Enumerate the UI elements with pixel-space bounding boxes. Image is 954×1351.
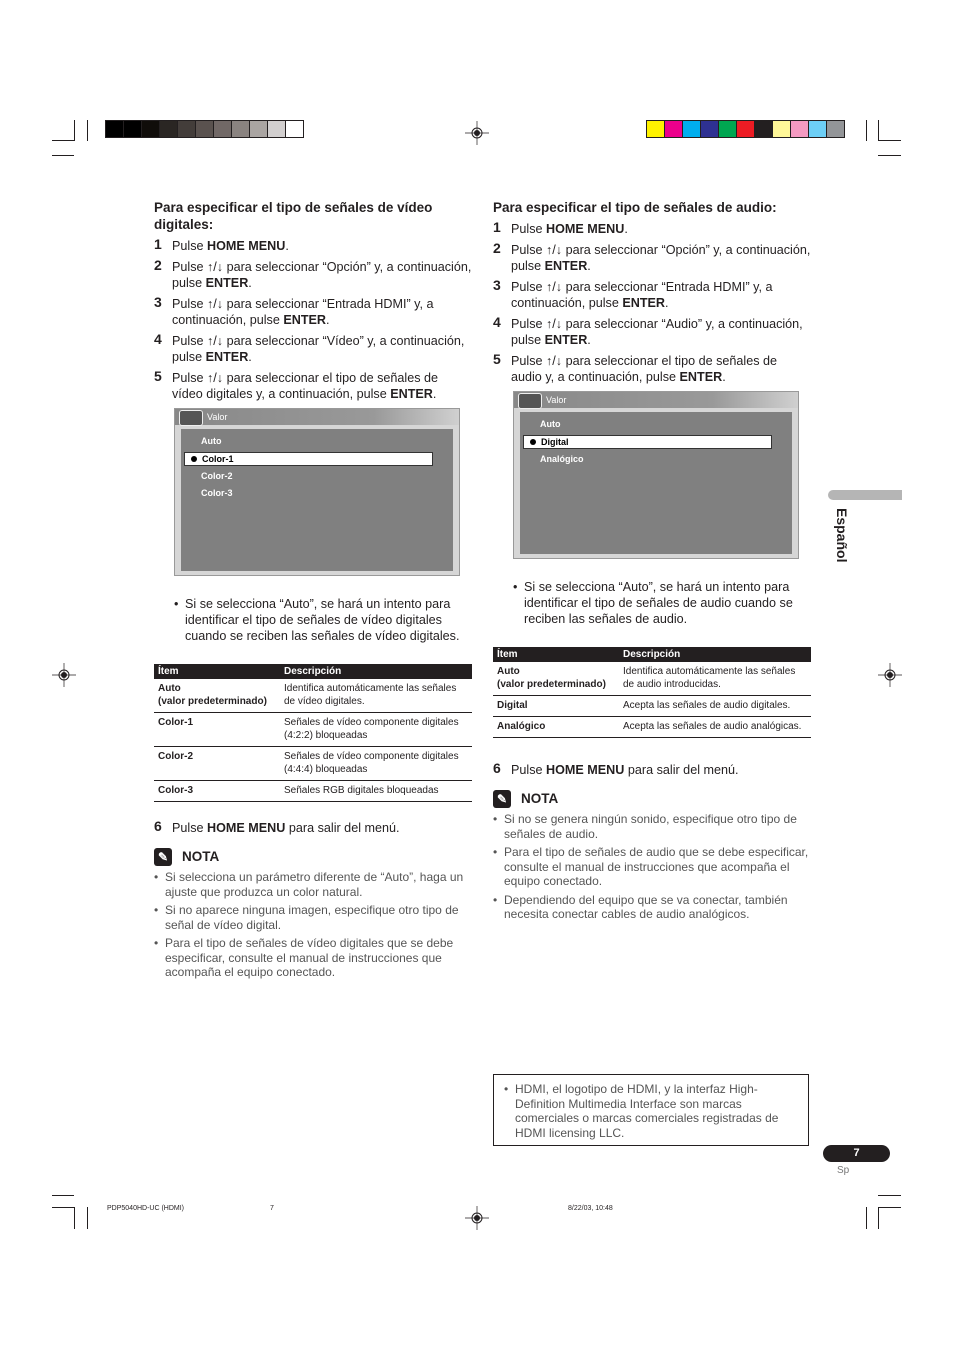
menu-body bbox=[181, 429, 453, 571]
crop-mark bbox=[878, 1207, 879, 1229]
color-swatch bbox=[178, 121, 196, 137]
color-swatch bbox=[827, 121, 844, 137]
column-header: Ítem bbox=[154, 664, 280, 679]
description-cell: Señales de vídeo componente digitales (4:2:2) bloqueadas bbox=[280, 713, 472, 747]
crop-mark bbox=[87, 120, 88, 141]
step-number: 6 bbox=[493, 760, 501, 776]
menu-option[interactable]: Color-2 bbox=[201, 471, 233, 481]
step-text: . bbox=[248, 350, 252, 364]
valor-menu-screenshot bbox=[513, 391, 799, 559]
color-swatch bbox=[160, 121, 178, 137]
nota-heading bbox=[154, 848, 472, 866]
instruction-step bbox=[154, 238, 472, 254]
instruction-step bbox=[493, 279, 811, 311]
footer-page: 7 bbox=[270, 1205, 274, 1212]
menu-title-bar bbox=[514, 392, 798, 408]
menu-title: Valor bbox=[207, 412, 228, 422]
footer-file: PDP5040HD-UC (HDMI) bbox=[107, 1205, 185, 1212]
page-number: 7 bbox=[823, 1145, 890, 1162]
step-text: Pulse ↑/↓ para seleccionar “Vídeo” y, a continuación, pulse bbox=[172, 334, 465, 364]
step-text: Pulse ↑/↓ para seleccionar “Opción” y, a continuación, pulse bbox=[511, 243, 811, 273]
step-number: 5 bbox=[493, 351, 501, 367]
registration-target-icon bbox=[465, 1206, 489, 1230]
step-number: 2 bbox=[154, 257, 162, 273]
step-number: 1 bbox=[154, 236, 162, 252]
step-text: Pulse ↑/↓ para seleccionar el tipo de señales de vídeo digitales y, a continuación, pulse bbox=[172, 371, 439, 401]
pencil-note-icon: ✎ bbox=[493, 790, 511, 808]
step-number: 4 bbox=[493, 314, 501, 330]
step-key: HOME MENU bbox=[546, 763, 625, 777]
color-swatch bbox=[124, 121, 142, 137]
audio-signal-section bbox=[493, 199, 811, 926]
nota-title: NOTA bbox=[521, 791, 559, 806]
item-name: Color-1 bbox=[158, 717, 193, 728]
note-item: • Si selecciona un parámetro diferente de “Auto”, haga un ajuste que produzca un color natural. bbox=[154, 870, 472, 899]
crop-mark bbox=[52, 1195, 74, 1196]
crop-mark bbox=[74, 120, 75, 141]
step-key: ENTER bbox=[679, 370, 723, 384]
crop-mark bbox=[878, 140, 901, 141]
column-header: Ítem bbox=[493, 647, 619, 662]
color-swatch bbox=[250, 121, 268, 137]
item-name: Color-2 bbox=[158, 751, 193, 762]
step-key: ENTER bbox=[283, 313, 327, 327]
step-text: . bbox=[248, 276, 252, 290]
instruction-step bbox=[154, 820, 472, 836]
menu-title: Valor bbox=[546, 395, 567, 405]
step-text: . bbox=[665, 296, 669, 310]
pencil-note-icon: ✎ bbox=[154, 848, 172, 866]
menu-option[interactable]: Auto bbox=[201, 436, 222, 446]
menu-camera-icon bbox=[518, 393, 542, 409]
crop-mark bbox=[74, 1207, 75, 1229]
crop-mark bbox=[878, 155, 901, 156]
menu-camera-icon bbox=[179, 410, 203, 426]
color-swatch bbox=[719, 121, 737, 137]
crop-mark bbox=[878, 120, 879, 141]
table-row bbox=[493, 717, 811, 738]
color-swatch bbox=[142, 121, 160, 137]
item-cell bbox=[493, 662, 619, 696]
color-bar bbox=[646, 120, 845, 138]
item-cell bbox=[154, 781, 280, 802]
description-cell: Identifica automáticamente las señales de audio introducidas. bbox=[619, 662, 811, 696]
step-key: ENTER bbox=[544, 333, 588, 347]
crop-mark bbox=[866, 1207, 867, 1229]
instruction-step bbox=[154, 370, 472, 402]
item-name: Analógico bbox=[497, 721, 546, 732]
menu-option[interactable]: Color-1 bbox=[184, 452, 433, 466]
step-number: 1 bbox=[493, 219, 501, 235]
crop-mark bbox=[866, 120, 867, 141]
color-swatch bbox=[232, 121, 250, 137]
description-cell: Señales de vídeo componente digitales (4:4:4) bloqueadas bbox=[280, 747, 472, 781]
trademark-box bbox=[493, 1074, 809, 1146]
step-text: . bbox=[285, 239, 289, 253]
crop-mark bbox=[878, 1207, 901, 1208]
instruction-step bbox=[493, 221, 811, 237]
item-name: Color-3 bbox=[158, 785, 193, 796]
step-key: ENTER bbox=[390, 387, 433, 401]
instruction-step bbox=[493, 316, 811, 348]
step-key: HOME MENU bbox=[207, 239, 286, 253]
step-text: para salir del menú. bbox=[624, 763, 739, 777]
instruction-step bbox=[154, 296, 472, 328]
note-item: • Si no aparece ninguna imagen, especifique otro tipo de señal de vídeo digital. bbox=[154, 903, 472, 932]
item-name: Auto bbox=[158, 683, 181, 694]
step-text: Pulse bbox=[511, 763, 547, 777]
instruction-step bbox=[493, 242, 811, 274]
page-language: Sp bbox=[837, 1165, 850, 1176]
color-swatch bbox=[665, 121, 683, 137]
color-swatch bbox=[773, 121, 791, 137]
step-key: HOME MENU bbox=[546, 222, 625, 236]
step-number: 4 bbox=[154, 331, 162, 347]
item-cell bbox=[154, 713, 280, 747]
table-row bbox=[154, 747, 472, 781]
menu-option[interactable]: Auto bbox=[540, 419, 561, 429]
step-number: 6 bbox=[154, 818, 162, 834]
step-text: . bbox=[432, 387, 437, 401]
step-text: Pulse ↑/↓ para seleccionar el tipo de señales de audio y, a continuación, pulse bbox=[511, 354, 778, 384]
step-text: . bbox=[587, 259, 591, 273]
item-default: (valor predeterminado) bbox=[158, 696, 267, 707]
grayscale-bar bbox=[105, 120, 304, 138]
item-name: Auto bbox=[497, 666, 520, 677]
table-row bbox=[154, 781, 472, 802]
instruction-step bbox=[493, 353, 811, 385]
table-row bbox=[154, 713, 472, 747]
item-default: (valor predeterminado) bbox=[497, 679, 606, 690]
registration-target-icon bbox=[878, 663, 902, 687]
menu-option[interactable]: Analógico bbox=[540, 454, 584, 464]
step-text: Pulse bbox=[172, 821, 208, 835]
step-text: Pulse ↑/↓ para seleccionar “Entrada HDMI” y, a continuación, pulse bbox=[172, 297, 434, 327]
crop-mark bbox=[52, 140, 74, 141]
crop-mark bbox=[87, 1207, 88, 1229]
description-cell: Acepta las señales de audio digitales. bbox=[619, 696, 811, 717]
instruction-step bbox=[154, 333, 472, 365]
item-cell bbox=[493, 717, 619, 738]
table-header bbox=[154, 664, 472, 679]
language-label: Español bbox=[834, 508, 850, 563]
step-text: Pulse bbox=[172, 239, 208, 253]
crop-mark bbox=[52, 155, 74, 156]
color-swatch bbox=[647, 121, 665, 137]
registration-target-icon bbox=[52, 663, 76, 687]
footer-date: 8/22/03, 10:48 bbox=[568, 1205, 613, 1212]
color-swatch bbox=[791, 121, 809, 137]
step-number: 5 bbox=[154, 368, 162, 384]
crop-mark bbox=[878, 1195, 901, 1196]
menu-option[interactable]: Digital bbox=[523, 435, 772, 449]
instruction-step bbox=[154, 259, 472, 291]
crop-mark bbox=[52, 1207, 74, 1208]
step-text: Pulse ↑/↓ para seleccionar “Entrada HDMI” y, a continuación, pulse bbox=[511, 280, 773, 310]
description-cell: Señales RGB digitales bloqueadas bbox=[280, 781, 472, 802]
menu-body bbox=[520, 412, 792, 554]
description-cell: Identifica automáticamente las señales de vídeo digitales. bbox=[280, 679, 472, 713]
color-swatch bbox=[214, 121, 232, 137]
step-text: para salir del menú. bbox=[285, 821, 400, 835]
language-tab bbox=[828, 490, 902, 500]
auto-note: • Si se selecciona “Auto”, se hará un intento para identificar el tipo de señales de vídeo digitales cuando se reciben las señales de vídeo digitales. bbox=[174, 596, 472, 644]
video-signal-section bbox=[154, 199, 472, 984]
item-cell bbox=[154, 747, 280, 781]
step-text: . bbox=[624, 222, 628, 236]
color-swatch bbox=[106, 121, 124, 137]
signal-table bbox=[154, 664, 472, 802]
trademark-text: • HDMI, el logotipo de HDMI, y la interfaz High-Definition Multimedia Interface son marcas comerciales o marcas comerciales registradas de HDMI licensing LLC. bbox=[504, 1082, 800, 1140]
nota-title: NOTA bbox=[182, 849, 220, 864]
signal-table bbox=[493, 647, 811, 738]
color-swatch bbox=[701, 121, 719, 137]
color-swatch bbox=[755, 121, 773, 137]
color-swatch bbox=[286, 121, 303, 137]
step-key: ENTER bbox=[622, 296, 666, 310]
column-header: Descripción bbox=[619, 647, 811, 662]
step-text: . bbox=[326, 313, 330, 327]
column-header: Descripción bbox=[280, 664, 472, 679]
color-swatch bbox=[809, 121, 827, 137]
step-text: Pulse bbox=[511, 222, 547, 236]
auto-note: • Si se selecciona “Auto”, se hará un intento para identificar el tipo de señales de audio cuando se reciben las señales de audio. bbox=[513, 579, 811, 627]
item-cell bbox=[154, 679, 280, 713]
registration-target-icon bbox=[465, 121, 489, 145]
description-cell: Acepta las señales de audio analógicas. bbox=[619, 717, 811, 738]
step-number: 3 bbox=[154, 294, 162, 310]
menu-title-bar bbox=[175, 409, 459, 425]
step-text: Pulse ↑/↓ para seleccionar “Opción” y, a continuación, pulse bbox=[172, 260, 472, 290]
step-key: ENTER bbox=[544, 259, 588, 273]
color-swatch bbox=[268, 121, 286, 137]
step-key: ENTER bbox=[205, 276, 249, 290]
note-item: • Para el tipo de señales de audio que se debe especificar, consulte el manual de instrucciones que acompaña el equipo conectado. bbox=[493, 845, 811, 889]
step-number: 3 bbox=[493, 277, 501, 293]
note-item: • Dependiendo del equipo que se va conectar, también necesita conectar cables de audio analógicos. bbox=[493, 893, 811, 922]
section-heading: Para especificar el tipo de señales de audio: bbox=[493, 200, 777, 215]
step-key: HOME MENU bbox=[207, 821, 286, 835]
note-item: • Si no se genera ningún sonido, especifique otro tipo de señales de audio. bbox=[493, 812, 811, 841]
nota-heading bbox=[493, 790, 811, 808]
table-header bbox=[493, 647, 811, 662]
step-text: Pulse ↑/↓ para seleccionar “Audio” y, a continuación, pulse bbox=[511, 317, 803, 347]
step-key: ENTER bbox=[205, 350, 249, 364]
color-swatch bbox=[737, 121, 755, 137]
table-row bbox=[493, 662, 811, 696]
color-swatch bbox=[196, 121, 214, 137]
step-text: . bbox=[722, 370, 726, 384]
table-row bbox=[493, 696, 811, 717]
valor-menu-screenshot bbox=[174, 408, 460, 576]
instruction-step bbox=[493, 762, 811, 778]
menu-option[interactable]: Color-3 bbox=[201, 488, 233, 498]
item-name: Digital bbox=[497, 700, 528, 711]
table-row bbox=[154, 679, 472, 713]
step-text: . bbox=[587, 333, 591, 347]
note-item: • Para el tipo de señales de vídeo digitales que se debe especificar, consulte el manual de instrucciones que acompaña el equipo conectado. bbox=[154, 936, 472, 980]
color-swatch bbox=[683, 121, 701, 137]
step-number: 2 bbox=[493, 240, 501, 256]
section-heading: Para especificar el tipo de señales de vídeo digitales: bbox=[154, 200, 433, 232]
item-cell bbox=[493, 696, 619, 717]
